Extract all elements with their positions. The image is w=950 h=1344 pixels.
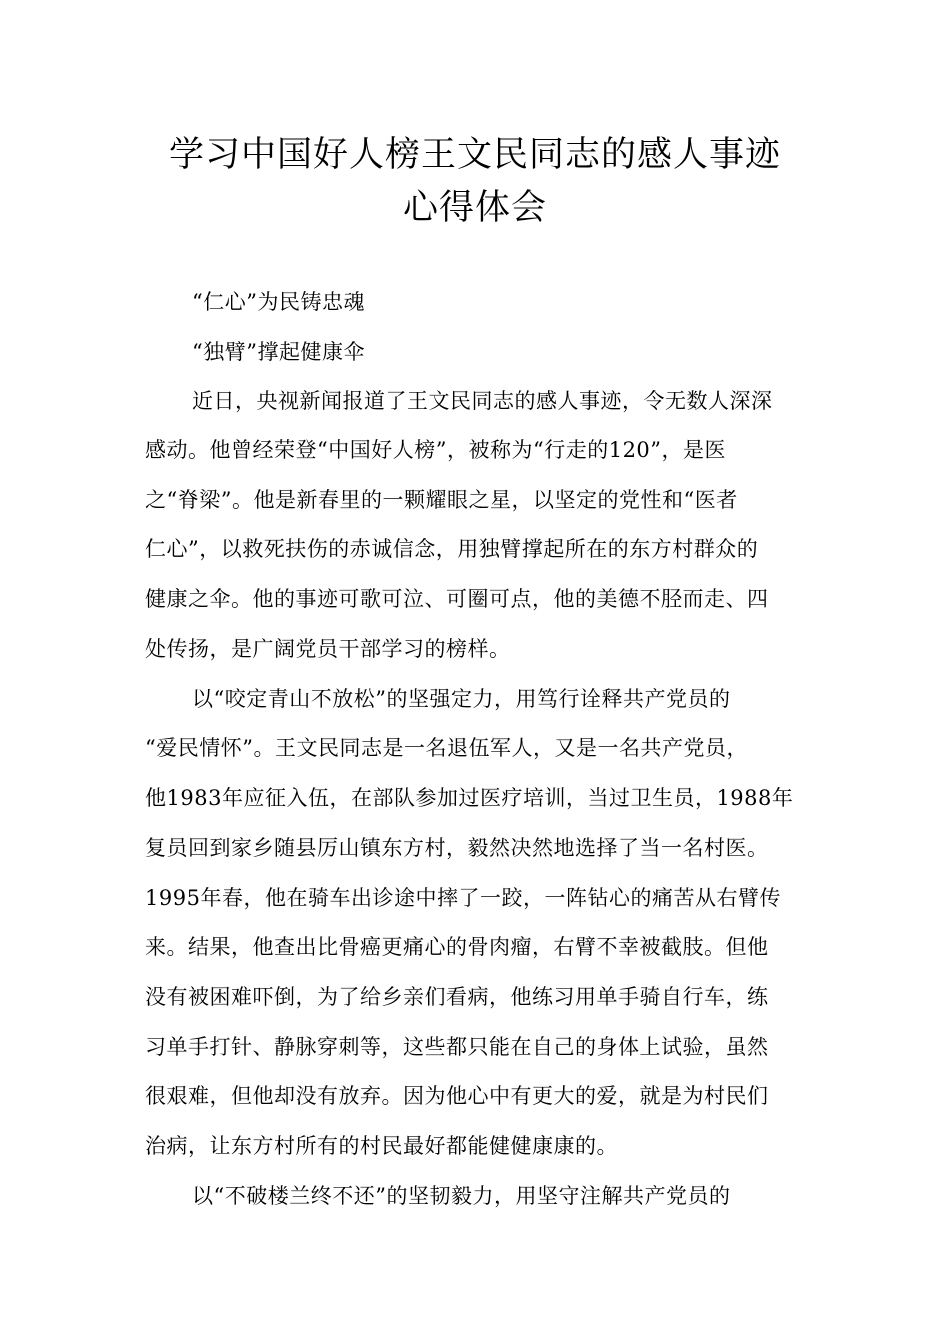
paragraph-2-line-10: 治病，让东方村所有的村民最好都能健健康康的。 — [145, 1134, 618, 1158]
paragraph-1-line-4: 仁心”，以救死扶伤的赤诚信念，用独臂撑起所在的东方村群众的 — [145, 537, 759, 561]
paragraph-3-line-1: 以“不破楼兰终不还”的坚韧毅力，用坚守注解共产党员的 — [192, 1184, 731, 1208]
paragraph-2-line-5: 1995年春，他在骑车出诊途中摔了一跤，一阵钻心的痛苦从右臂传 — [145, 886, 781, 910]
paragraph-2-line-7: 没有被困难吓倒，为了给乡亲们看病，他练习用单手骑自行车，练 — [145, 985, 769, 1009]
paragraph-2-line-6: 来。结果，他查出比骨癌更痛心的骨肉瘤，右臂不幸被截肢。但他 — [145, 935, 769, 959]
paragraph-2-line-3: 他1983年应征入伍，在部队参加过医疗培训，当过卫生员，1988年 — [145, 786, 794, 810]
subtitle-line-1: “仁心”为民铸忠魂 — [192, 290, 365, 314]
paragraph-1-line-3: 之“脊梁”。他是新春里的一颗耀眼之星，以坚定的党性和“医者 — [145, 488, 738, 512]
document-title-line-2: 心得体会 — [402, 188, 547, 228]
document-title-line-1: 学习中国好人榜王文民同志的感人事迹 — [168, 135, 781, 175]
paragraph-2-line-2: “爱民情怀”。王文民同志是一名退伍军人，又是一名共产党员， — [145, 736, 748, 760]
paragraph-1-line-2: 感动。他曾经荣登“中国好人榜”，被称为“行走的120”，是医 — [145, 438, 727, 462]
paragraph-1-line-6: 处传扬，是广阔党员干部学习的榜样。 — [145, 637, 511, 661]
paragraph-2-line-9: 很艰难，但他却没有放弃。因为他心中有更大的爱，就是为村民们 — [145, 1084, 769, 1108]
paragraph-1-line-1: 近日，央视新闻报道了王文民同志的感人事迹，令无数人深深 — [192, 389, 773, 413]
paragraph-2-line-8: 习单手打针、静脉穿刺等，这些都只能在自己的身体上试验，虽然 — [145, 1035, 769, 1059]
paragraph-1-line-5: 健康之伞。他的事迹可歌可泣、可圈可点，他的美德不胫而走、四 — [145, 587, 769, 611]
paragraph-2-line-1: 以“咬定青山不放松”的坚强定力，用笃行诠释共产党员的 — [192, 687, 731, 711]
paragraph-2-line-4: 复员回到家乡随县厉山镇东方村，毅然决然地选择了当一名村医。 — [145, 836, 769, 860]
subtitle-line-2: “独臂”撑起健康伞 — [192, 340, 365, 364]
